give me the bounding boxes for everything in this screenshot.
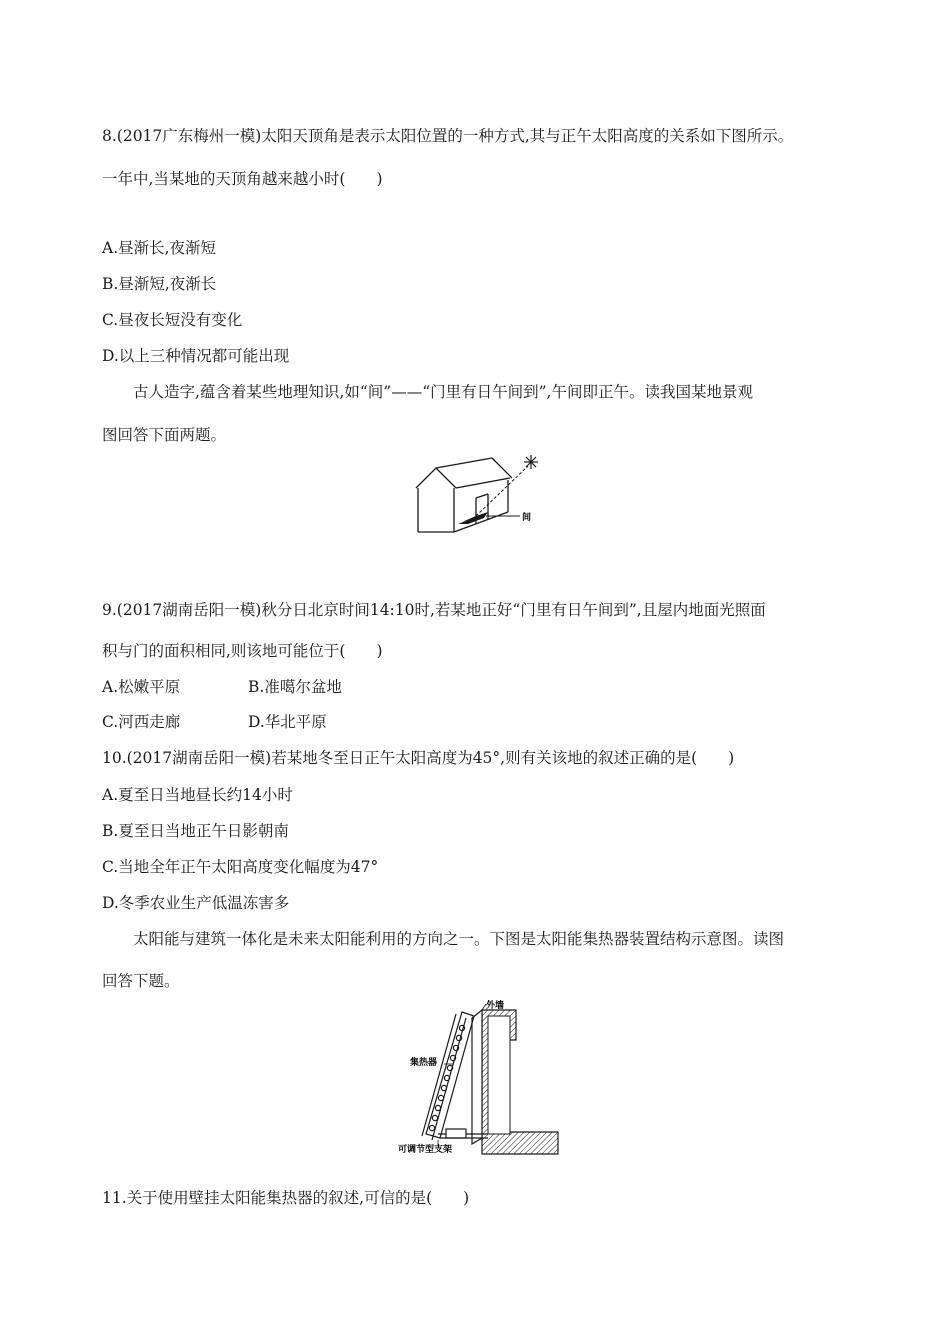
q9-option-d: D.华北平原 bbox=[248, 713, 327, 731]
passage1-line2: 图回答下面两题。 bbox=[102, 426, 227, 444]
house-sun-figure bbox=[410, 452, 550, 538]
passage2-line1: 太阳能与建筑一体化是未来太阳能利用的方向之一。下图是太阳能集热器装置结构示意图。读图 bbox=[133, 930, 785, 948]
fig2-label-wall: 外墙 bbox=[486, 1001, 505, 1011]
q8-option-d: D.以上三种情况都可能出现 bbox=[102, 347, 290, 365]
q8-option-c: C.昼夜长短没有变化 bbox=[102, 311, 243, 329]
collector-panel bbox=[422, 1012, 474, 1140]
passage1-line1: 古人造字,蕴含着某些地理知识,如“间”——“门里有日午间到”,午间即正午。读我国某地景观 bbox=[133, 383, 753, 401]
fig2-label-collector: 集热器 bbox=[410, 1058, 438, 1068]
q10-option-a: A.夏至日当地昼长约14小时 bbox=[102, 786, 293, 804]
passage2-line2: 回答下题。 bbox=[102, 972, 180, 990]
q11-stem: 11.关于使用壁挂太阳能集热器的叙述,可信的是( ) bbox=[102, 1189, 470, 1207]
q9-stem-line2: 积与门的面积相同,则该地可能位于( ) bbox=[102, 642, 383, 660]
fig2-label-bracket: 可调节型支架 bbox=[398, 1145, 453, 1155]
q9-stem-line1: 9.(2017湖南岳阳一模)秋分日北京时间14:10时,若某地正好“门里有日午间到”,且屋内地面光照面 bbox=[102, 601, 766, 619]
q8-option-b: B.昼渐短,夜渐长 bbox=[102, 275, 217, 293]
outer-wall bbox=[482, 1010, 558, 1154]
q8-stem-line2: 一年中,当某地的天顶角越来越小时( ) bbox=[102, 170, 383, 188]
q8-stem-line1: 8.(2017广东梅州一模)太阳天顶角是表示太阳位置的一种方式,其与正午太阳高度的关系如下图所示。 bbox=[102, 127, 794, 145]
q9-option-c: C.河西走廊 bbox=[102, 713, 181, 731]
q10-option-c: C.当地全年正午太阳高度变化幅度为47° bbox=[102, 858, 379, 876]
fig1-label: 间 bbox=[522, 513, 532, 523]
q10-stem: 10.(2017湖南岳阳一模)若某地冬至日正午太阳高度为45°,则有关该地的叙述正确的是( ) bbox=[102, 749, 735, 767]
q8-option-a: A.昼渐长,夜渐短 bbox=[102, 239, 217, 257]
sun-icon bbox=[524, 455, 538, 469]
solar-collector-figure bbox=[392, 998, 560, 1158]
q10-option-b: B.夏至日当地正午日影朝南 bbox=[102, 822, 289, 840]
q9-option-a: A.松嫩平原 bbox=[102, 678, 181, 696]
q9-option-b: B.准噶尔盆地 bbox=[248, 678, 342, 696]
q10-option-d: D.冬季农业生产低温冻害多 bbox=[102, 894, 290, 912]
